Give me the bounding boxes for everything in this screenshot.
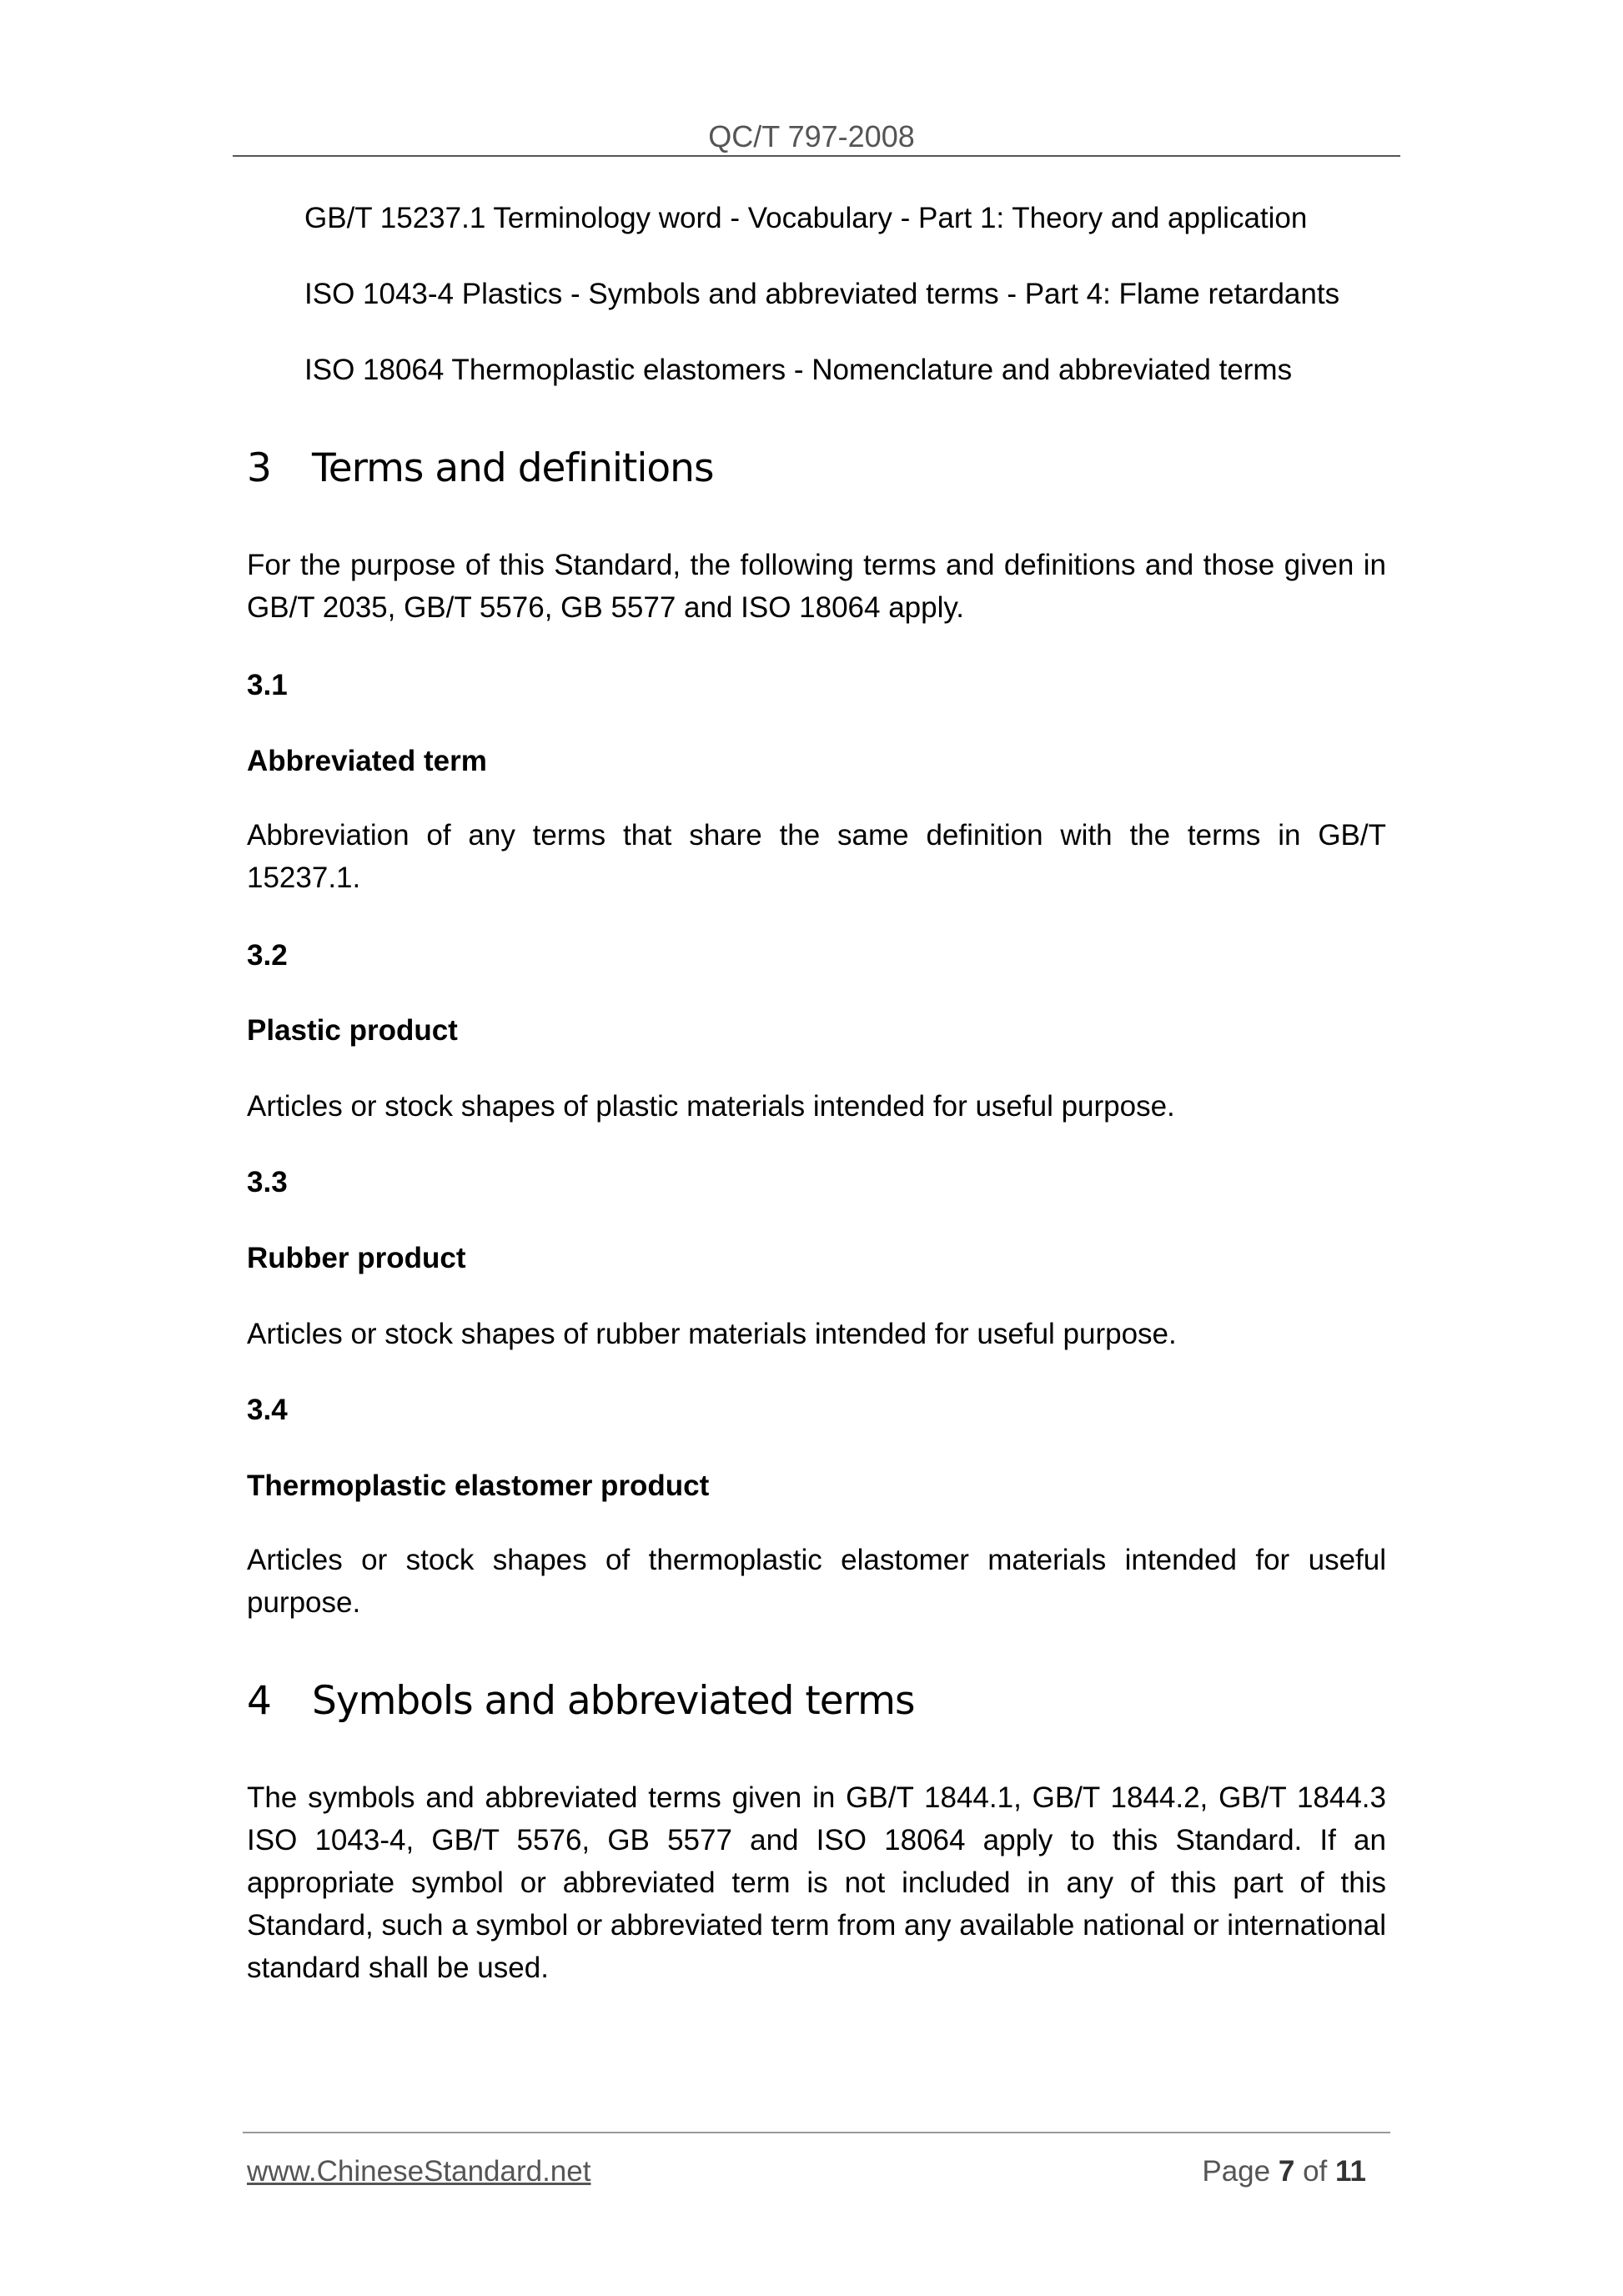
reference-item: GB/T 15237.1 Terminology word - Vocabulary - Part 1: Theory and application	[304, 202, 1308, 234]
section-number: 4	[247, 1678, 271, 1724]
term-title: Thermoplastic elastomer product	[247, 1470, 710, 1502]
reference-item: ISO 1043-4 Plastics - Symbols and abbreviated terms - Part 4: Flame retardants	[304, 278, 1340, 310]
document-code-header: QC/T 797-2008	[708, 119, 915, 153]
term-number: 3.2	[247, 939, 288, 972]
header-divider	[233, 155, 1400, 157]
term-definition: Articles or stock shapes of rubber materials intended for useful purpose.	[247, 1318, 1177, 1350]
section-heading-3	[247, 444, 713, 494]
section-heading-4	[247, 1676, 914, 1726]
section-title: Symbols and abbreviated terms	[312, 1678, 915, 1724]
term-definition: Abbreviation of any terms that share the same definition with the terms in GB/T 15237.1.	[247, 819, 1386, 894]
total-pages-number: 11	[1335, 2155, 1366, 2188]
section-title: Terms and definitions	[312, 445, 714, 491]
footer-divider	[243, 2132, 1390, 2133]
term-number: 3.4	[247, 1394, 288, 1426]
term-title: Plastic product	[247, 1014, 458, 1047]
term-title: Rubber product	[247, 1242, 466, 1274]
term-definition: Articles or stock shapes of thermoplastic elastomer materials intended for useful purpose.	[247, 1544, 1386, 1619]
section-body-paragraph: The symbols and abbreviated terms given in GB/T 1844.1, GB/T 1844.2, GB/T 1844.3 ISO 1043-4, GB/T 5576, GB 5577 and ISO 18064 apply to this Standard. If an appropriate symbol or abbreviated term is not included in any of this part of this Standard, such a symbol or abbreviated term from any available national or international standard shall be used.	[247, 1781, 1386, 1984]
page-prefix: Page	[1202, 2155, 1271, 2188]
term-number: 3.1	[247, 669, 288, 701]
page-of-label: of	[1303, 2155, 1328, 2188]
term-title: Abbreviated term	[247, 745, 487, 777]
term-number: 3.3	[247, 1166, 288, 1198]
term-definition: Articles or stock shapes of plastic materials intended for useful purpose.	[247, 1090, 1175, 1123]
page-indicator	[1202, 2153, 1366, 2190]
current-page-number: 7	[1278, 2155, 1295, 2188]
section-intro-paragraph: For the purpose of this Standard, the following terms and definitions and those given in GB/T 2035, GB/T 5576, GB 5577 and ISO 18064 apply.	[247, 549, 1386, 624]
website-link[interactable]: www.ChineseStandard.net	[247, 2155, 591, 2188]
section-number: 3	[247, 445, 271, 491]
reference-item: ISO 18064 Thermoplastic elastomers - Nomenclature and abbreviated terms	[304, 354, 1293, 386]
